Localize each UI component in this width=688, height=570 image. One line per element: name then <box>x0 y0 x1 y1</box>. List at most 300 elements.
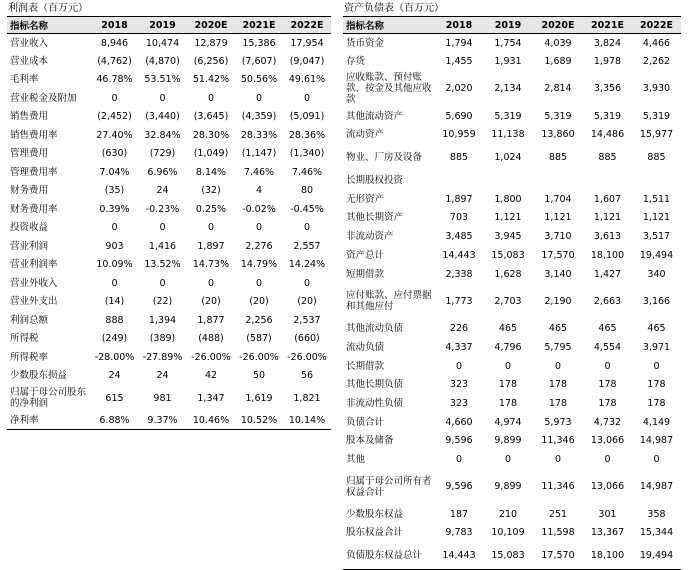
income-cell: 15,386 <box>242 37 276 49</box>
income-cell: -28.00% <box>94 351 135 363</box>
income-cell: 0 <box>207 277 215 289</box>
balance-cell: 3,356 <box>593 83 622 95</box>
balance-cell: 1,800 <box>494 193 522 205</box>
balance-row <box>343 265 681 284</box>
balance-cell: 4,660 <box>445 416 473 428</box>
income-cell: (20) <box>249 296 269 308</box>
income-cell: (20) <box>297 296 317 308</box>
balance-cell: 2,814 <box>544 83 572 95</box>
income-cell: (22) <box>152 296 173 308</box>
income-cell: (4,762) <box>97 55 132 67</box>
balance-row <box>343 126 681 145</box>
balance-cell: 0 <box>455 360 463 372</box>
balance-cell: 10,109 <box>491 527 525 539</box>
income-cell: (2,452) <box>97 111 132 123</box>
balance-cell: 1,121 <box>494 212 522 224</box>
balance-row-label: 归属于母公司所有者权益合计 <box>346 475 432 498</box>
balance-row <box>343 52 681 71</box>
balance-cell: 3,971 <box>642 341 671 353</box>
balance-cell: 14,987 <box>639 435 674 447</box>
balance-cell: 5,973 <box>544 416 572 428</box>
income-cell: (4,870) <box>145 55 180 67</box>
income-row-label: 营业外收入 <box>10 277 58 289</box>
balance-cell: 15,977 <box>639 129 674 141</box>
income-row-label: 利润总额 <box>10 314 49 326</box>
income-cell: 1,619 <box>245 392 273 404</box>
income-row <box>7 330 331 349</box>
balance-cell: 178 <box>498 397 518 409</box>
income-cell: 53.51% <box>144 74 181 86</box>
income-cell: 615 <box>105 392 124 404</box>
balance-cell: 14,443 <box>435 542 483 569</box>
balance-cell: 3,613 <box>593 231 622 243</box>
balance-cell: 465 <box>548 323 568 335</box>
balance-cell: 178 <box>598 379 617 391</box>
balance-cell: 5,319 <box>544 110 572 122</box>
balance-cell: 178 <box>548 379 568 391</box>
income-row-label: 财务费用 <box>10 185 49 197</box>
income-cell: 27.40% <box>96 129 133 141</box>
balance-cell: 323 <box>449 397 469 409</box>
income-row <box>7 52 331 71</box>
col-header-name: 指标名称 <box>7 17 91 34</box>
income-cell: -26.00% <box>287 351 327 363</box>
income-cell: 8,946 <box>100 37 129 49</box>
balance-cell: 1,121 <box>593 212 622 224</box>
balance-cell: 340 <box>647 268 666 280</box>
income-cell: 51.42% <box>192 74 230 86</box>
income-statement-body <box>7 34 331 430</box>
income-cell: (1,147) <box>241 148 277 160</box>
balance-cell: 4,149 <box>642 416 671 428</box>
col-header-2020e: 2020E <box>533 17 583 34</box>
income-cell: (389) <box>149 333 176 345</box>
income-row <box>7 274 331 293</box>
income-cell: (488) <box>198 333 224 345</box>
balance-cell: 0 <box>653 360 660 372</box>
balance-cell: 4,337 <box>445 341 473 353</box>
col-header-2019: 2019 <box>483 17 533 34</box>
balance-cell: 465 <box>647 323 666 335</box>
balance-cell: 1,897 <box>445 193 473 205</box>
income-cell: 2,557 <box>293 240 321 252</box>
balance-row <box>343 107 681 126</box>
balance-cell: 3,140 <box>544 268 572 280</box>
balance-row <box>343 542 681 569</box>
income-row <box>7 256 331 275</box>
income-cell: 6.88% <box>91 411 138 430</box>
income-cell: 24 <box>108 370 121 382</box>
balance-row <box>343 246 681 265</box>
balance-cell: 0 <box>504 360 512 372</box>
income-cell: 903 <box>105 240 124 252</box>
income-row <box>7 385 331 411</box>
balance-cell: 1,024 <box>494 152 522 164</box>
balance-row <box>343 209 681 228</box>
income-statement-table <box>7 17 331 430</box>
col-header-name: 指标名称 <box>343 17 435 34</box>
balance-cell: 210 <box>498 508 518 520</box>
income-row <box>7 237 331 256</box>
income-cell: 42 <box>204 370 218 382</box>
balance-row-label: 其他 <box>346 454 366 466</box>
balance-cell: 3,517 <box>642 231 671 243</box>
balance-cell: 0 <box>604 454 611 466</box>
balance-cell: 1,754 <box>494 37 522 49</box>
income-cell: 0 <box>159 92 166 104</box>
income-cell: 0.25% <box>195 203 227 215</box>
income-row-label: 所得税率 <box>10 351 49 363</box>
income-cell: 12,879 <box>194 37 228 49</box>
col-header-2018: 2018 <box>435 17 483 34</box>
balance-cell <box>583 171 632 190</box>
income-cell: -0.45% <box>290 203 324 215</box>
balance-cell: 19,494 <box>639 249 674 261</box>
income-row <box>7 348 331 367</box>
balance-cell: 9,783 <box>445 527 473 539</box>
balance-row-label: 股东权益合计 <box>346 527 404 539</box>
income-cell: -27.89% <box>142 351 183 363</box>
income-row <box>7 71 331 90</box>
balance-cell: 178 <box>647 397 666 409</box>
balance-row-label: 负债合计 <box>346 416 385 428</box>
balance-cell: 3,710 <box>544 231 572 243</box>
balance-cell: 15,083 <box>483 542 533 569</box>
income-row-label: 管理费用 <box>10 148 49 160</box>
income-cell: (729) <box>149 148 176 160</box>
income-row-label: 财务费用率 <box>10 203 58 215</box>
income-cell: 32.84% <box>144 129 181 141</box>
income-cell: 2,256 <box>245 314 273 326</box>
income-row-label: 净利率 <box>7 411 91 430</box>
balance-row <box>343 394 681 413</box>
balance-cell <box>533 171 583 190</box>
balance-cell: 178 <box>498 379 518 391</box>
income-row-label: 销售费用 <box>10 111 49 123</box>
balance-cell: 301 <box>598 508 617 520</box>
balance-cell: 0 <box>455 454 463 466</box>
income-cell: 0 <box>207 222 215 234</box>
income-cell: 0 <box>111 222 118 234</box>
income-cell: 4 <box>255 185 263 197</box>
balance-cell: 13,860 <box>541 129 575 141</box>
income-cell: 10.09% <box>96 259 133 271</box>
balance-cell: 5,319 <box>494 110 522 122</box>
balance-cell: 178 <box>598 397 617 409</box>
income-row-label: 销售费用率 <box>10 129 58 141</box>
balance-cell: 0 <box>504 454 512 466</box>
income-cell: 0 <box>303 222 311 234</box>
balance-cell <box>435 171 483 190</box>
balance-row <box>343 357 681 376</box>
balance-cell: 0 <box>554 360 562 372</box>
balance-cell: 2,338 <box>445 268 473 280</box>
balance-cell: 1,978 <box>593 56 622 68</box>
income-cell: (32) <box>201 185 221 197</box>
balance-cell: 4,974 <box>494 416 522 428</box>
balance-cell: 11,346 <box>541 481 575 493</box>
balance-cell: 3,824 <box>593 37 622 49</box>
income-cell: 1,347 <box>197 392 225 404</box>
income-cell: -26.00% <box>191 351 231 363</box>
balance-row <box>343 338 681 357</box>
balance-cell: 9,899 <box>494 435 522 447</box>
income-cell: 0 <box>303 92 311 104</box>
balance-cell: 358 <box>647 508 666 520</box>
income-row <box>7 145 331 164</box>
income-row-label: 管理费用率 <box>10 166 58 178</box>
income-row-label: 营业成本 <box>10 55 49 67</box>
balance-cell <box>483 171 533 190</box>
balance-cell: 18,100 <box>583 542 632 569</box>
balance-row <box>343 34 681 53</box>
balance-cell: 5,319 <box>642 110 671 122</box>
balance-cell: 465 <box>598 323 617 335</box>
balance-cell: 251 <box>548 508 568 520</box>
balance-cell: 1,607 <box>593 193 622 205</box>
income-cell: 0 <box>255 92 263 104</box>
income-cell: (630) <box>101 148 128 160</box>
income-header-row <box>7 17 331 34</box>
income-cell: (7,607) <box>241 55 277 67</box>
balance-cell: 2,190 <box>544 295 572 307</box>
balance-cell: 9,899 <box>494 481 522 493</box>
balance-row <box>343 190 681 209</box>
balance-cell: 1,628 <box>494 268 522 280</box>
balance-cell: 1,511 <box>642 193 671 205</box>
income-cell: 1,897 <box>197 240 225 252</box>
balance-cell: 885 <box>598 152 617 164</box>
income-cell: 24 <box>156 185 169 197</box>
income-cell: 24 <box>156 370 169 382</box>
income-cell: (3,440) <box>145 111 180 123</box>
balance-cell: 13,367 <box>590 527 625 539</box>
income-statement-panel <box>7 2 331 430</box>
balance-row-label: 非流动性负债 <box>346 397 404 409</box>
income-cell: 888 <box>105 314 124 326</box>
col-header-2019: 2019 <box>138 17 187 34</box>
balance-row <box>343 450 681 469</box>
balance-cell: 9,596 <box>445 435 473 447</box>
balance-cell: 323 <box>449 379 469 391</box>
balance-row <box>343 319 681 338</box>
col-header-2021e: 2021E <box>583 17 632 34</box>
balance-row-label: 长期股权投资 <box>346 175 404 187</box>
income-cell: 46.78% <box>96 74 133 86</box>
income-cell: (6,256) <box>193 55 229 67</box>
balance-cell: 178 <box>548 397 568 409</box>
balance-cell: 1,794 <box>445 37 473 49</box>
balance-row <box>343 227 681 246</box>
income-row-label: 所得税 <box>10 333 39 345</box>
income-cell: 7.46% <box>291 166 323 178</box>
balance-row-label: 长期借款 <box>346 360 385 372</box>
balance-cell: 3,930 <box>642 83 671 95</box>
balance-cell: 885 <box>647 152 666 164</box>
balance-cell: 0 <box>653 454 660 466</box>
balance-row-label: 无形资产 <box>346 193 385 205</box>
balance-row-label: 其他长期负债 <box>346 379 404 391</box>
balance-row-label: 流动负债 <box>346 341 385 353</box>
balance-cell: 19,494 <box>632 542 681 569</box>
balance-row <box>343 283 681 319</box>
balance-cell: 15,083 <box>491 249 525 261</box>
income-cell: -0.02% <box>242 203 276 215</box>
income-cell: 13.52% <box>144 259 181 271</box>
income-cell: 0 <box>207 92 215 104</box>
balance-row <box>343 432 681 451</box>
balance-header-row <box>343 17 681 34</box>
income-row-label: 营业税金及附加 <box>10 92 77 104</box>
income-cell: 6.96% <box>147 166 178 178</box>
income-row <box>7 367 331 386</box>
income-cell: 0 <box>255 277 263 289</box>
income-cell: (35) <box>104 185 125 197</box>
col-header-2021e: 2021E <box>235 17 283 34</box>
balance-cell: 4,039 <box>544 37 572 49</box>
balance-cell: 1,931 <box>494 56 522 68</box>
balance-row-label: 其他长期资产 <box>346 212 404 224</box>
income-cell: (14) <box>104 296 125 308</box>
income-cell: 1,394 <box>148 314 177 326</box>
balance-cell: 11,598 <box>541 527 575 539</box>
balance-cell: 10,959 <box>442 129 476 141</box>
income-cell: 28.36% <box>288 129 326 141</box>
balance-cell: 1,455 <box>445 56 473 68</box>
income-row <box>7 182 331 201</box>
balance-row-label: 物业、厂房及设备 <box>346 152 423 164</box>
balance-sheet-title: 资产负债表（百万元） <box>343 2 681 17</box>
balance-cell: 0 <box>554 454 562 466</box>
income-cell: 10.14% <box>283 411 331 430</box>
balance-cell: 1,773 <box>445 295 473 307</box>
balance-cell: 13,066 <box>590 435 625 447</box>
balance-cell: 703 <box>449 212 469 224</box>
balance-row-label: 应付账款、应付票据和其他应付 <box>346 290 432 313</box>
income-cell: (587) <box>246 333 272 345</box>
income-cell: 0 <box>111 92 118 104</box>
income-cell: 1,821 <box>293 392 321 404</box>
income-cell: 0 <box>255 222 263 234</box>
balance-cell: 5,795 <box>544 341 572 353</box>
balance-cell: 2,703 <box>494 295 522 307</box>
balance-row <box>343 171 681 190</box>
balance-row-label: 负债股东权益总计 <box>343 542 435 569</box>
balance-cell: 17,570 <box>541 249 575 261</box>
income-row <box>7 108 331 127</box>
income-row-label: 毛利率 <box>10 74 39 86</box>
balance-cell: 3,485 <box>445 231 473 243</box>
balance-row-label: 存货 <box>346 56 366 68</box>
income-cell: 14.73% <box>192 259 230 271</box>
income-cell: 50.56% <box>240 74 278 86</box>
income-cell: 0 <box>159 277 166 289</box>
balance-row <box>343 469 681 505</box>
income-cell: 49.61% <box>288 74 326 86</box>
balance-row-label: 其他流动资产 <box>346 110 404 122</box>
balance-cell: 4,554 <box>593 341 622 353</box>
balance-cell: 11,346 <box>541 435 575 447</box>
income-cell: 7.46% <box>243 166 275 178</box>
balance-row-label: 货币资金 <box>346 37 385 49</box>
balance-row <box>343 71 681 107</box>
income-row <box>7 293 331 312</box>
income-cell: 981 <box>153 392 172 404</box>
income-cell: 0 <box>111 277 118 289</box>
balance-sheet-table <box>343 17 681 570</box>
col-header-2022e: 2022E <box>283 17 331 34</box>
income-cell: 17,954 <box>290 37 324 49</box>
income-cell: 80 <box>300 185 314 197</box>
balance-cell: 2,020 <box>445 83 473 95</box>
balance-cell: 3,166 <box>642 295 671 307</box>
income-cell: 1,877 <box>197 314 225 326</box>
balance-cell: 2,262 <box>642 56 671 68</box>
income-cell: 0.39% <box>99 203 130 215</box>
balance-row-label: 非流动资产 <box>346 231 394 243</box>
balance-cell: 3,945 <box>494 231 522 243</box>
income-cell: (5,091) <box>289 111 325 123</box>
income-row-label: 营业利润 <box>10 240 49 252</box>
balance-cell: 5,690 <box>445 110 473 122</box>
balance-row-label: 流动资产 <box>346 129 385 141</box>
income-cell: 0 <box>159 222 166 234</box>
balance-sheet-panel <box>343 2 681 570</box>
balance-cell: 14,987 <box>639 481 674 493</box>
income-cell: 2,276 <box>245 240 273 252</box>
balance-cell: 2,663 <box>593 295 622 307</box>
balance-row <box>343 375 681 394</box>
balance-row <box>343 413 681 432</box>
balance-cell: 1,704 <box>544 193 572 205</box>
income-cell: (20) <box>201 296 221 308</box>
balance-cell: 4,796 <box>494 341 522 353</box>
col-header-2020e: 2020E <box>187 17 235 34</box>
income-row-label: 营业收入 <box>10 37 49 49</box>
income-row-label: 营业外支出 <box>10 296 58 308</box>
income-cell: (3,645) <box>193 111 229 123</box>
income-cell: 10.46% <box>187 411 235 430</box>
income-cell: 56 <box>300 370 314 382</box>
balance-cell: 1,121 <box>544 212 572 224</box>
income-row-label: 归属于母公司股东的净利润 <box>10 387 87 409</box>
income-cell: 9.37% <box>138 411 187 430</box>
balance-cell: 465 <box>498 323 518 335</box>
income-cell: 8.14% <box>195 166 227 178</box>
balance-row <box>343 505 681 524</box>
income-row-label: 投资收益 <box>10 222 49 234</box>
balance-cell: 885 <box>548 152 568 164</box>
balance-cell: 885 <box>449 152 469 164</box>
income-row <box>7 34 331 53</box>
balance-cell <box>632 171 681 190</box>
income-cell: (9,047) <box>289 55 325 67</box>
balance-row-label: 其他流动负债 <box>346 323 404 335</box>
income-row <box>7 411 331 430</box>
income-cell: 10,474 <box>145 37 180 49</box>
income-cell: 50 <box>252 370 266 382</box>
income-cell: 0 <box>303 277 311 289</box>
income-row <box>7 219 331 238</box>
income-cell: (4,359) <box>241 111 277 123</box>
balance-cell: 1,427 <box>593 268 622 280</box>
income-cell: -0.23% <box>145 203 180 215</box>
balance-cell: 14,443 <box>442 249 476 261</box>
balance-row-label: 少数股东权益 <box>346 508 404 520</box>
income-cell: (1,340) <box>289 148 325 160</box>
income-row <box>7 311 331 330</box>
income-cell: (1,049) <box>193 148 229 160</box>
